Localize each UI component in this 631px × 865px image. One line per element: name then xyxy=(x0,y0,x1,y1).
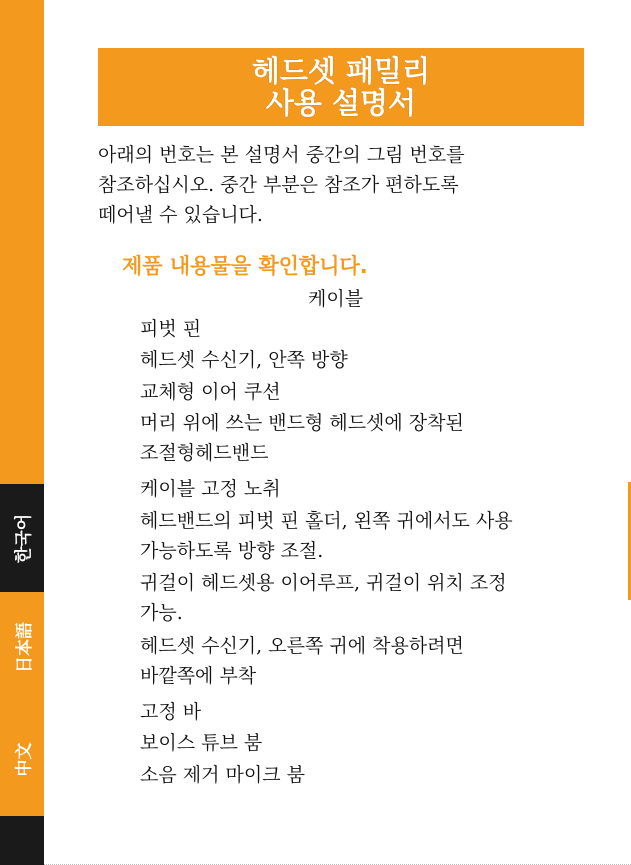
tab-korean-label: 한국어 xyxy=(14,513,35,563)
list-item-line: 가능. xyxy=(140,602,183,624)
intro-line: 아래의 번호는 본 설명서 중간의 그림 번호를 xyxy=(98,144,465,166)
intro-paragraph xyxy=(98,140,568,230)
list-item xyxy=(140,345,348,375)
list-item xyxy=(140,314,201,344)
list-item-line: 케이블 고정 노취 xyxy=(140,478,281,500)
section-title: 제품 내용물을 확인합니다. xyxy=(122,254,368,278)
list-item-line: 헤드셋 수신기, 안쪽 방향 xyxy=(140,349,348,371)
tab-japanese[interactable] xyxy=(0,592,44,702)
tab-korean[interactable] xyxy=(0,484,44,592)
list-item-line: 소음 제거 마이크 붐 xyxy=(140,764,305,786)
list-item xyxy=(140,631,464,691)
list-item xyxy=(140,474,281,504)
list-item xyxy=(140,728,262,758)
list-item xyxy=(140,377,281,407)
cable-label: 케이블 xyxy=(308,288,364,310)
list-item xyxy=(140,760,305,790)
list-item xyxy=(140,408,464,468)
title-line-1: 헤드셋 패밀리 xyxy=(251,54,431,88)
list-item-line: 헤드밴드의 피벗 핀 홀더, 왼쪽 귀에서도 사용 xyxy=(140,510,513,532)
intro-line: 참조하십시오. 중간 부분은 참조가 편하도록 xyxy=(98,174,459,196)
sidebar-bottom-block xyxy=(0,816,44,865)
title-line-2: 사용 설명서 xyxy=(265,86,417,120)
tab-japanese-label: 日本語 xyxy=(14,621,35,673)
list-item-line: 고정 바 xyxy=(140,701,202,723)
list-item-line: 바깥쪽에 부착 xyxy=(140,665,257,687)
list-item-line: 피벗 핀 xyxy=(140,318,202,340)
list-item xyxy=(140,568,507,628)
list-item-line: 조절형헤드밴드 xyxy=(140,442,269,464)
intro-line: 떼어낼 수 있습니다. xyxy=(98,204,263,226)
list-item-line: 귀걸이 헤드셋용 이어루프, 귀걸이 위치 조정 xyxy=(140,572,507,594)
list-item-line: 보이스 튜브 붐 xyxy=(140,732,263,754)
tab-chinese[interactable] xyxy=(0,702,44,816)
list-item-line: 가능하도록 방향 조절. xyxy=(140,540,324,562)
list-item xyxy=(140,697,201,727)
tab-chinese-label: 中文 xyxy=(14,742,35,776)
list-item-line: 헤드셋 수신기, 오른쪽 귀에 착용하려면 xyxy=(140,635,464,657)
list-item-line: 교체형 이어 쿠션 xyxy=(140,381,281,403)
list-item-line: 머리 위에 쓰는 밴드형 헤드셋에 장착된 xyxy=(140,412,464,434)
list-item xyxy=(140,506,513,566)
title-banner xyxy=(98,48,584,126)
